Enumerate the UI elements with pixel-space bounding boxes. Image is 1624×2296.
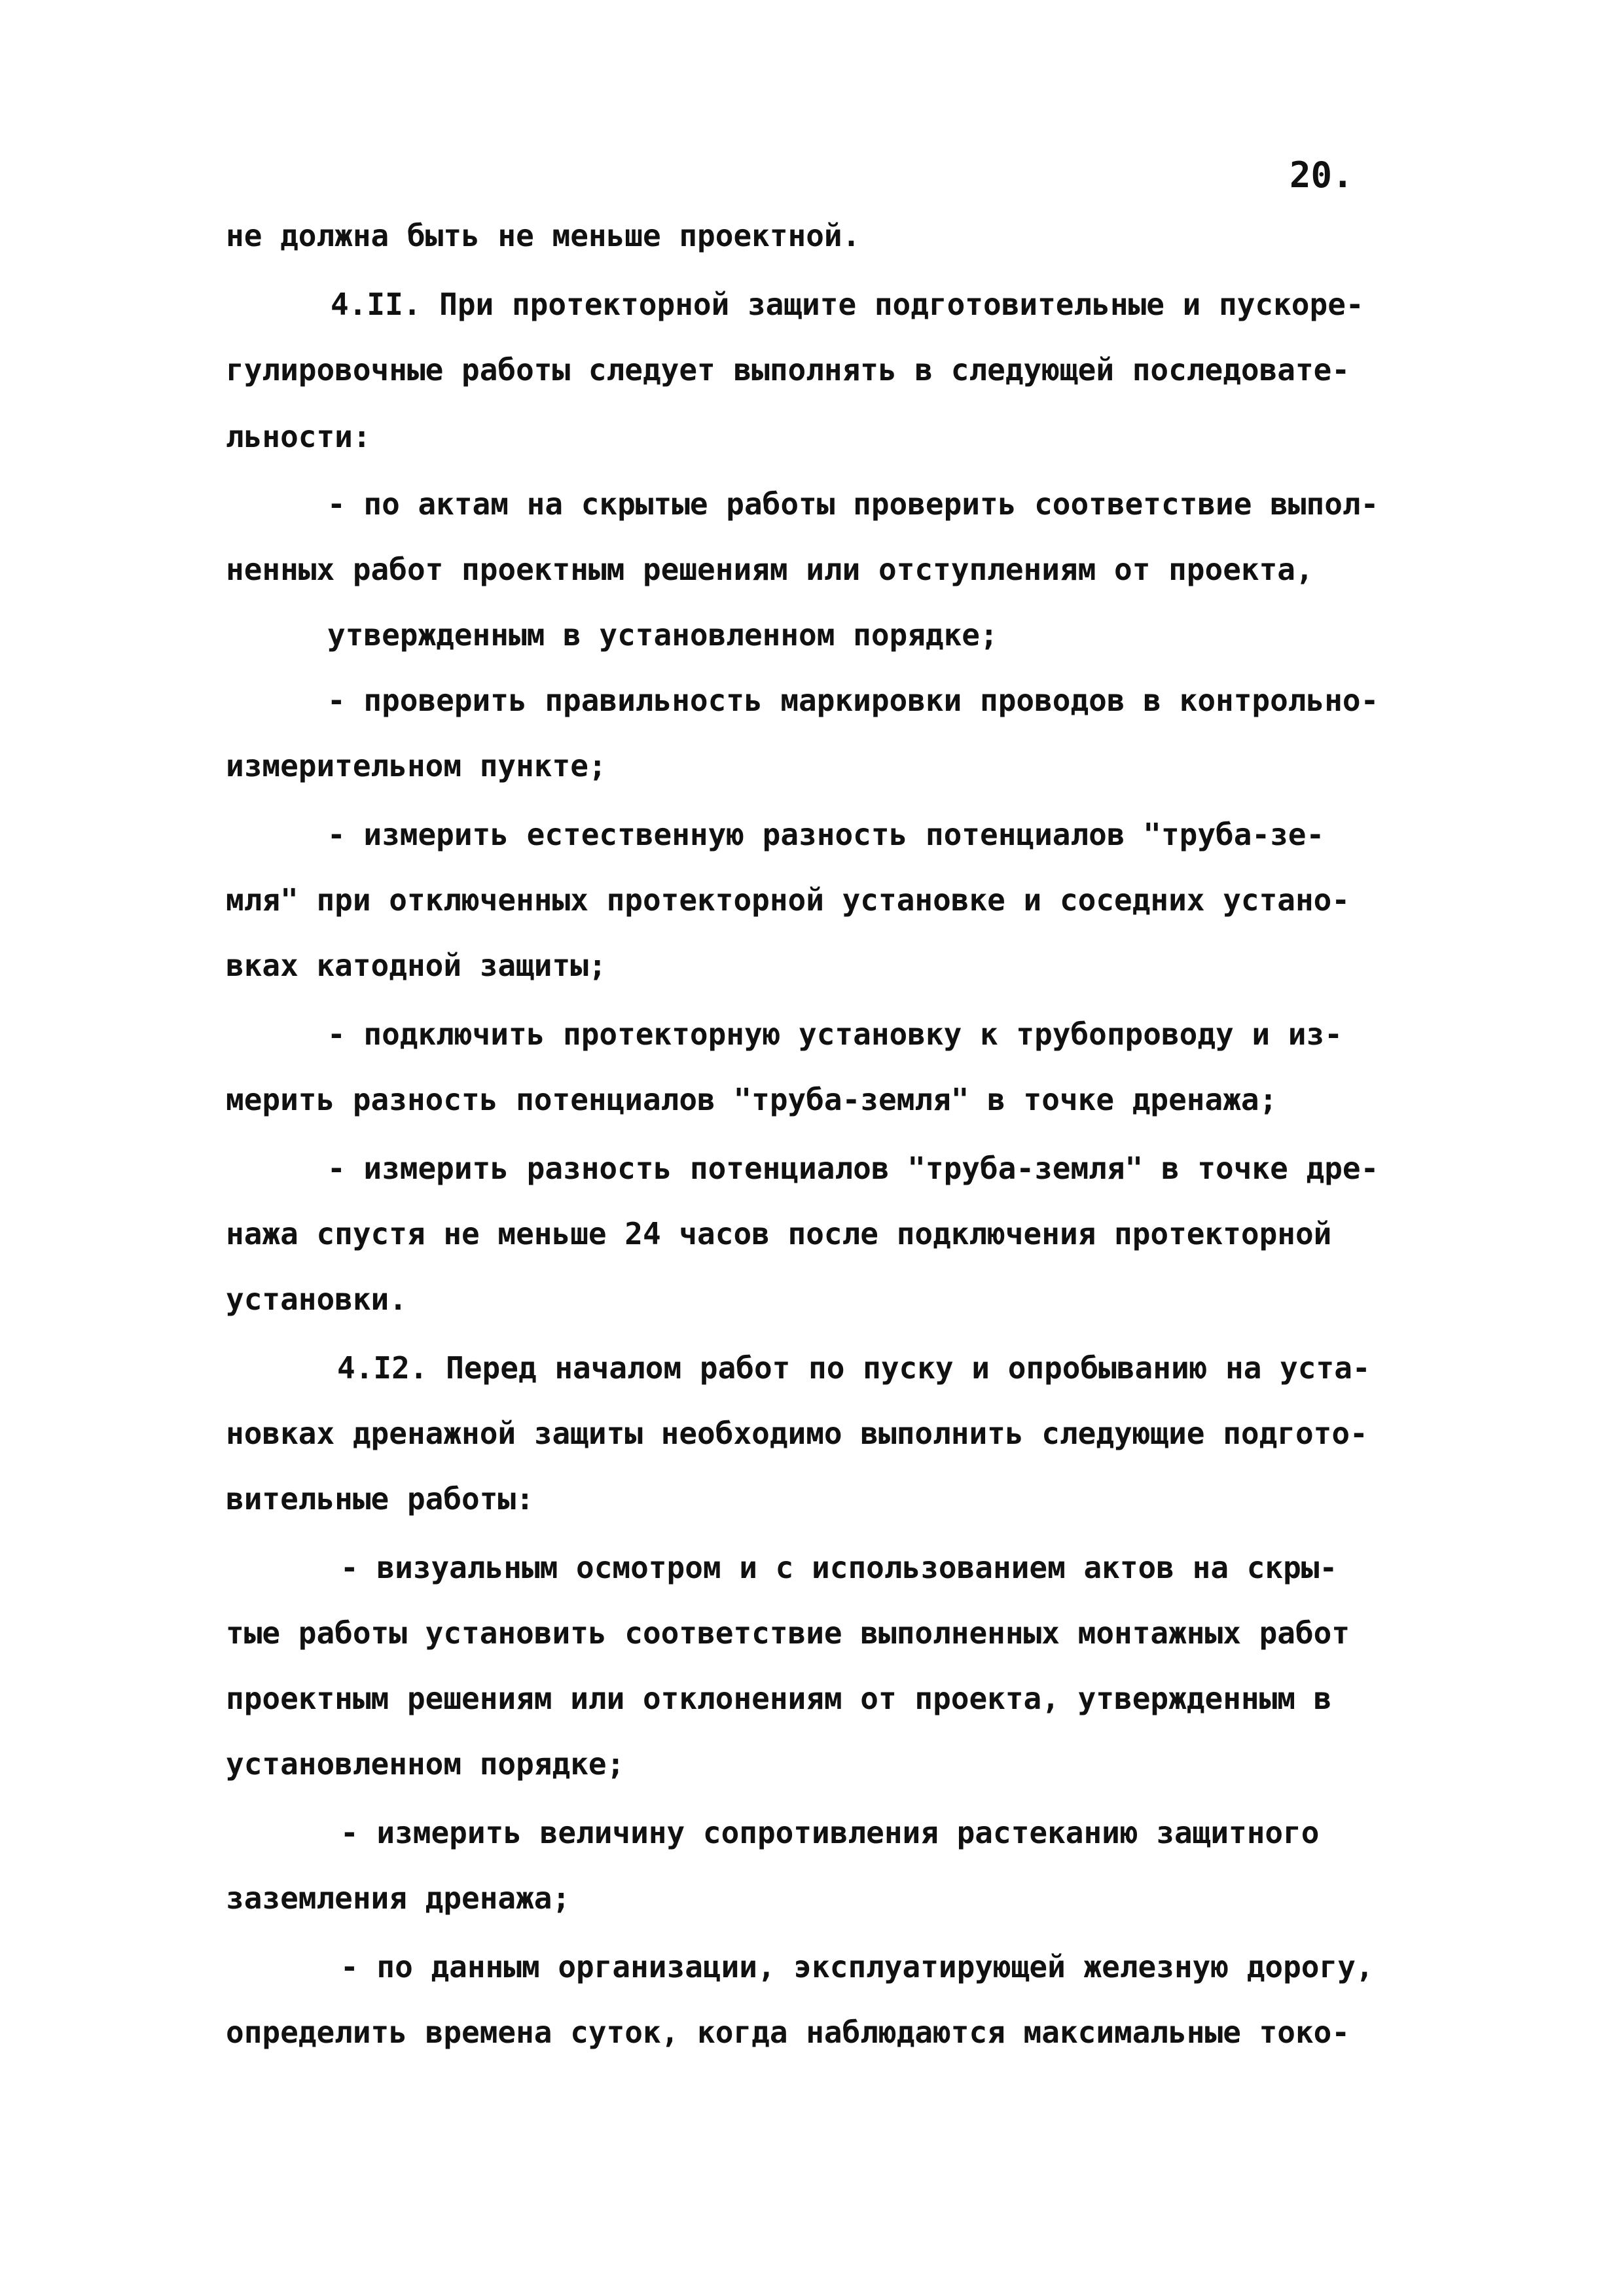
list-item: - подключить протекторную установку к трубопроводу и из- xyxy=(327,1016,1343,1052)
text-line: не должна быть не меньше проектной. xyxy=(226,218,861,253)
text-line: ненных работ проектным решениям или отступлениям от проекта, xyxy=(226,552,1314,587)
list-item: - проверить правильность маркировки проводов в контрольно- xyxy=(327,683,1379,718)
list-item: - по данным организации, эксплуатирующей железную дорогу, xyxy=(340,1949,1374,1984)
text-line: льности: xyxy=(226,419,371,454)
text-line: измерительном пункте; xyxy=(226,748,607,783)
text-line: мерить разность потенциалов "труба-земля" в точке дренажа; xyxy=(226,1082,1278,1117)
page-number: 20. xyxy=(1290,154,1354,196)
list-item: - измерить величину сопротивления растеканию защитного xyxy=(340,1815,1320,1850)
list-item: - визуальным осмотром и с использованием актов на скры- xyxy=(340,1550,1338,1585)
paragraph-4-12-start: 4.I2. Перед началом работ по пуску и опробыванию на уста- xyxy=(337,1350,1371,1386)
text-line: нажа спустя не меньше 24 часов после подключения протекторной xyxy=(226,1216,1332,1251)
text-line: заземления дренажа; xyxy=(226,1880,571,1916)
text-line: новках дренажной защиты необходимо выполнить следующие подгото- xyxy=(226,1416,1368,1451)
list-item: - измерить разность потенциалов "труба-земля" в точке дре- xyxy=(327,1151,1379,1186)
list-item: - по актам на скрытые работы проверить соответствие выпол- xyxy=(327,486,1379,522)
text-line: установки. xyxy=(226,1282,407,1317)
list-item: - измерить естественную разность потенциалов "труба-зе- xyxy=(327,817,1325,852)
paragraph-4-11-start: 4.II. При протекторной защите подготовительные и пускоре- xyxy=(331,287,1364,322)
text-line: мля" при отключенных протекторной установке и соседних устано- xyxy=(226,882,1350,918)
text-line: вках катодной защиты; xyxy=(226,948,607,983)
text-line: вительные работы: xyxy=(226,1481,534,1516)
text-line: гулировочные работы следует выполнять в следующей последовате- xyxy=(226,352,1350,387)
text-line: проектным решениям или отклонениям от проекта, утвержденным в xyxy=(226,1681,1332,1716)
text-line: тые работы установить соответствие выполненных монтажных работ xyxy=(226,1615,1350,1651)
text-line: определить времена суток, когда наблюдаются максимальные токо- xyxy=(226,2015,1350,2050)
text-line: установленном порядке; xyxy=(226,1746,625,1782)
text-line: утвержденным в установленном порядке; xyxy=(327,617,998,653)
